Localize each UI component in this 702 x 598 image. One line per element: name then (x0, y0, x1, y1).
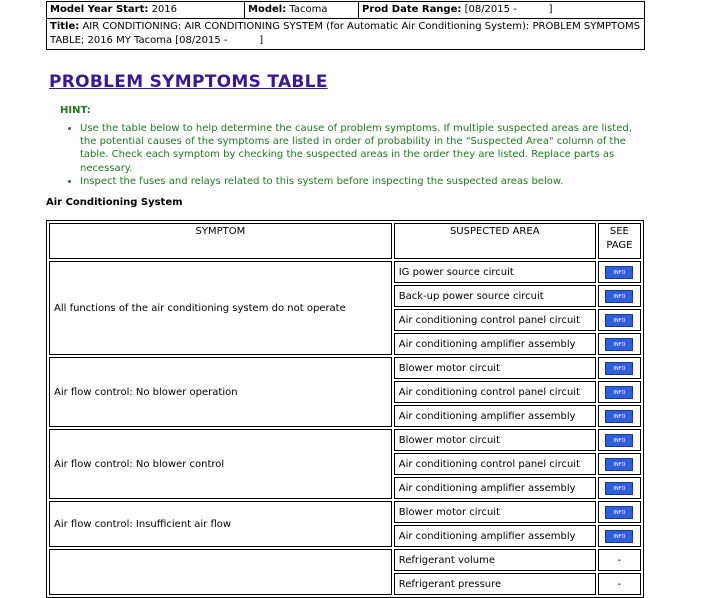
info-button[interactable]: INFO (605, 410, 633, 423)
see-page-cell (598, 453, 641, 475)
suspected-area-cell: Refrigerant volume (394, 549, 596, 571)
see-page-cell (598, 429, 641, 451)
info-button[interactable]: INFO (605, 386, 633, 399)
see-page-cell (598, 357, 641, 379)
info-button[interactable]: INFO (605, 362, 633, 375)
col-header-see-page: SEE PAGE (598, 223, 641, 259)
info-button[interactable]: INFO (605, 290, 633, 303)
suspected-area-cell: Air conditioning amplifier assembly (394, 477, 596, 499)
info-button[interactable]: INFO (605, 530, 633, 543)
table-row (49, 261, 641, 283)
see-page-cell (598, 549, 641, 571)
see-page-cell (598, 573, 641, 595)
hint-list (66, 122, 650, 188)
title-value: AIR CONDITIONING: AIR CONDITIONING SYSTEM (for Automatic Air Conditioning System): PROBLEM SYMPTOMS TABLE; 2016 MY Tacoma [08/2015 - ] (50, 21, 644, 46)
model-label: Model: (248, 4, 287, 15)
suspected-area-cell: Refrigerant pressure (394, 573, 596, 595)
symptom-cell (49, 549, 392, 595)
see-page-cell (598, 405, 641, 427)
see-page-cell (598, 309, 641, 331)
symptom-cell: All functions of the air conditioning system do not operate (49, 261, 392, 355)
prod-date-label: Prod Date Range: (362, 4, 462, 15)
table-row (49, 501, 641, 523)
suspected-area-cell: Blower motor circuit (394, 501, 596, 523)
prod-date-cell (359, 2, 645, 19)
page-title: PROBLEM SYMPTOMS TABLE (49, 72, 328, 92)
see-page-cell (598, 477, 641, 499)
table-row (49, 357, 641, 379)
hint-heading: HINT: (60, 105, 91, 116)
see-page-cell (598, 381, 641, 403)
info-button[interactable]: INFO (605, 266, 633, 279)
prod-date-value: [08/2015 - ] (464, 4, 553, 15)
suspected-area-cell: Air conditioning amplifier assembly (394, 333, 596, 355)
hint-item: • Use the table below to help determine the cause of problem symptoms. If multiple suspected areas are listed, the potential causes of the symptoms are listed in order of probability in the "Suspected Area" column of the table. Check each symptom by checking the suspected areas in the order they are listed. Replace parts as necessary. (80, 122, 650, 175)
col-header-symptom: SYMPTOM (49, 223, 392, 259)
info-button[interactable]: INFO (605, 482, 633, 495)
problem-symptoms-table (46, 220, 644, 598)
section-heading: Air Conditioning System (46, 197, 183, 208)
info-button[interactable]: INFO (605, 434, 633, 447)
info-button[interactable]: INFO (605, 338, 633, 351)
suspected-area-cell: Air conditioning control panel circuit (394, 309, 596, 331)
title-cell (47, 19, 645, 50)
info-button[interactable]: INFO (605, 506, 633, 519)
header-info-table (46, 1, 645, 50)
col-header-suspected-area: SUSPECTED AREA (394, 223, 596, 259)
see-page-cell (598, 501, 641, 523)
suspected-area-cell: Air conditioning control panel circuit (394, 453, 596, 475)
see-page-cell (598, 333, 641, 355)
model-cell (245, 2, 359, 19)
info-button[interactable]: INFO (605, 458, 633, 471)
symptom-cell: Air flow control: No blower control (49, 429, 392, 499)
model-year-label: Model Year Start: (50, 4, 149, 15)
model-value: Tacoma (289, 4, 328, 15)
no-page-dash: - (617, 578, 622, 590)
title-label: Title: (50, 21, 80, 32)
no-page-dash: - (617, 554, 622, 566)
symptoms-table-body (49, 261, 641, 595)
see-page-cell (598, 261, 641, 283)
symptom-cell: Air flow control: Insufficient air flow (49, 501, 392, 547)
see-page-cell (598, 285, 641, 307)
suspected-area-cell: Blower motor circuit (394, 429, 596, 451)
see-page-cell (598, 525, 641, 547)
suspected-area-cell: Air conditioning control panel circuit (394, 381, 596, 403)
model-year-value: 2016 (151, 4, 178, 15)
suspected-area-cell: Blower motor circuit (394, 357, 596, 379)
suspected-area-cell: Air conditioning amplifier assembly (394, 525, 596, 547)
hint-item: • Inspect the fuses and relays related to this system before inspecting the suspected areas below. (80, 175, 650, 188)
table-row (49, 429, 641, 451)
info-button[interactable]: INFO (605, 314, 633, 327)
suspected-area-cell: Back-up power source circuit (394, 285, 596, 307)
model-year-cell (47, 2, 245, 19)
table-row (49, 549, 641, 571)
suspected-area-cell: IG power source circuit (394, 261, 596, 283)
suspected-area-cell: Air conditioning amplifier assembly (394, 405, 596, 427)
symptom-cell: Air flow control: No blower operation (49, 357, 392, 427)
